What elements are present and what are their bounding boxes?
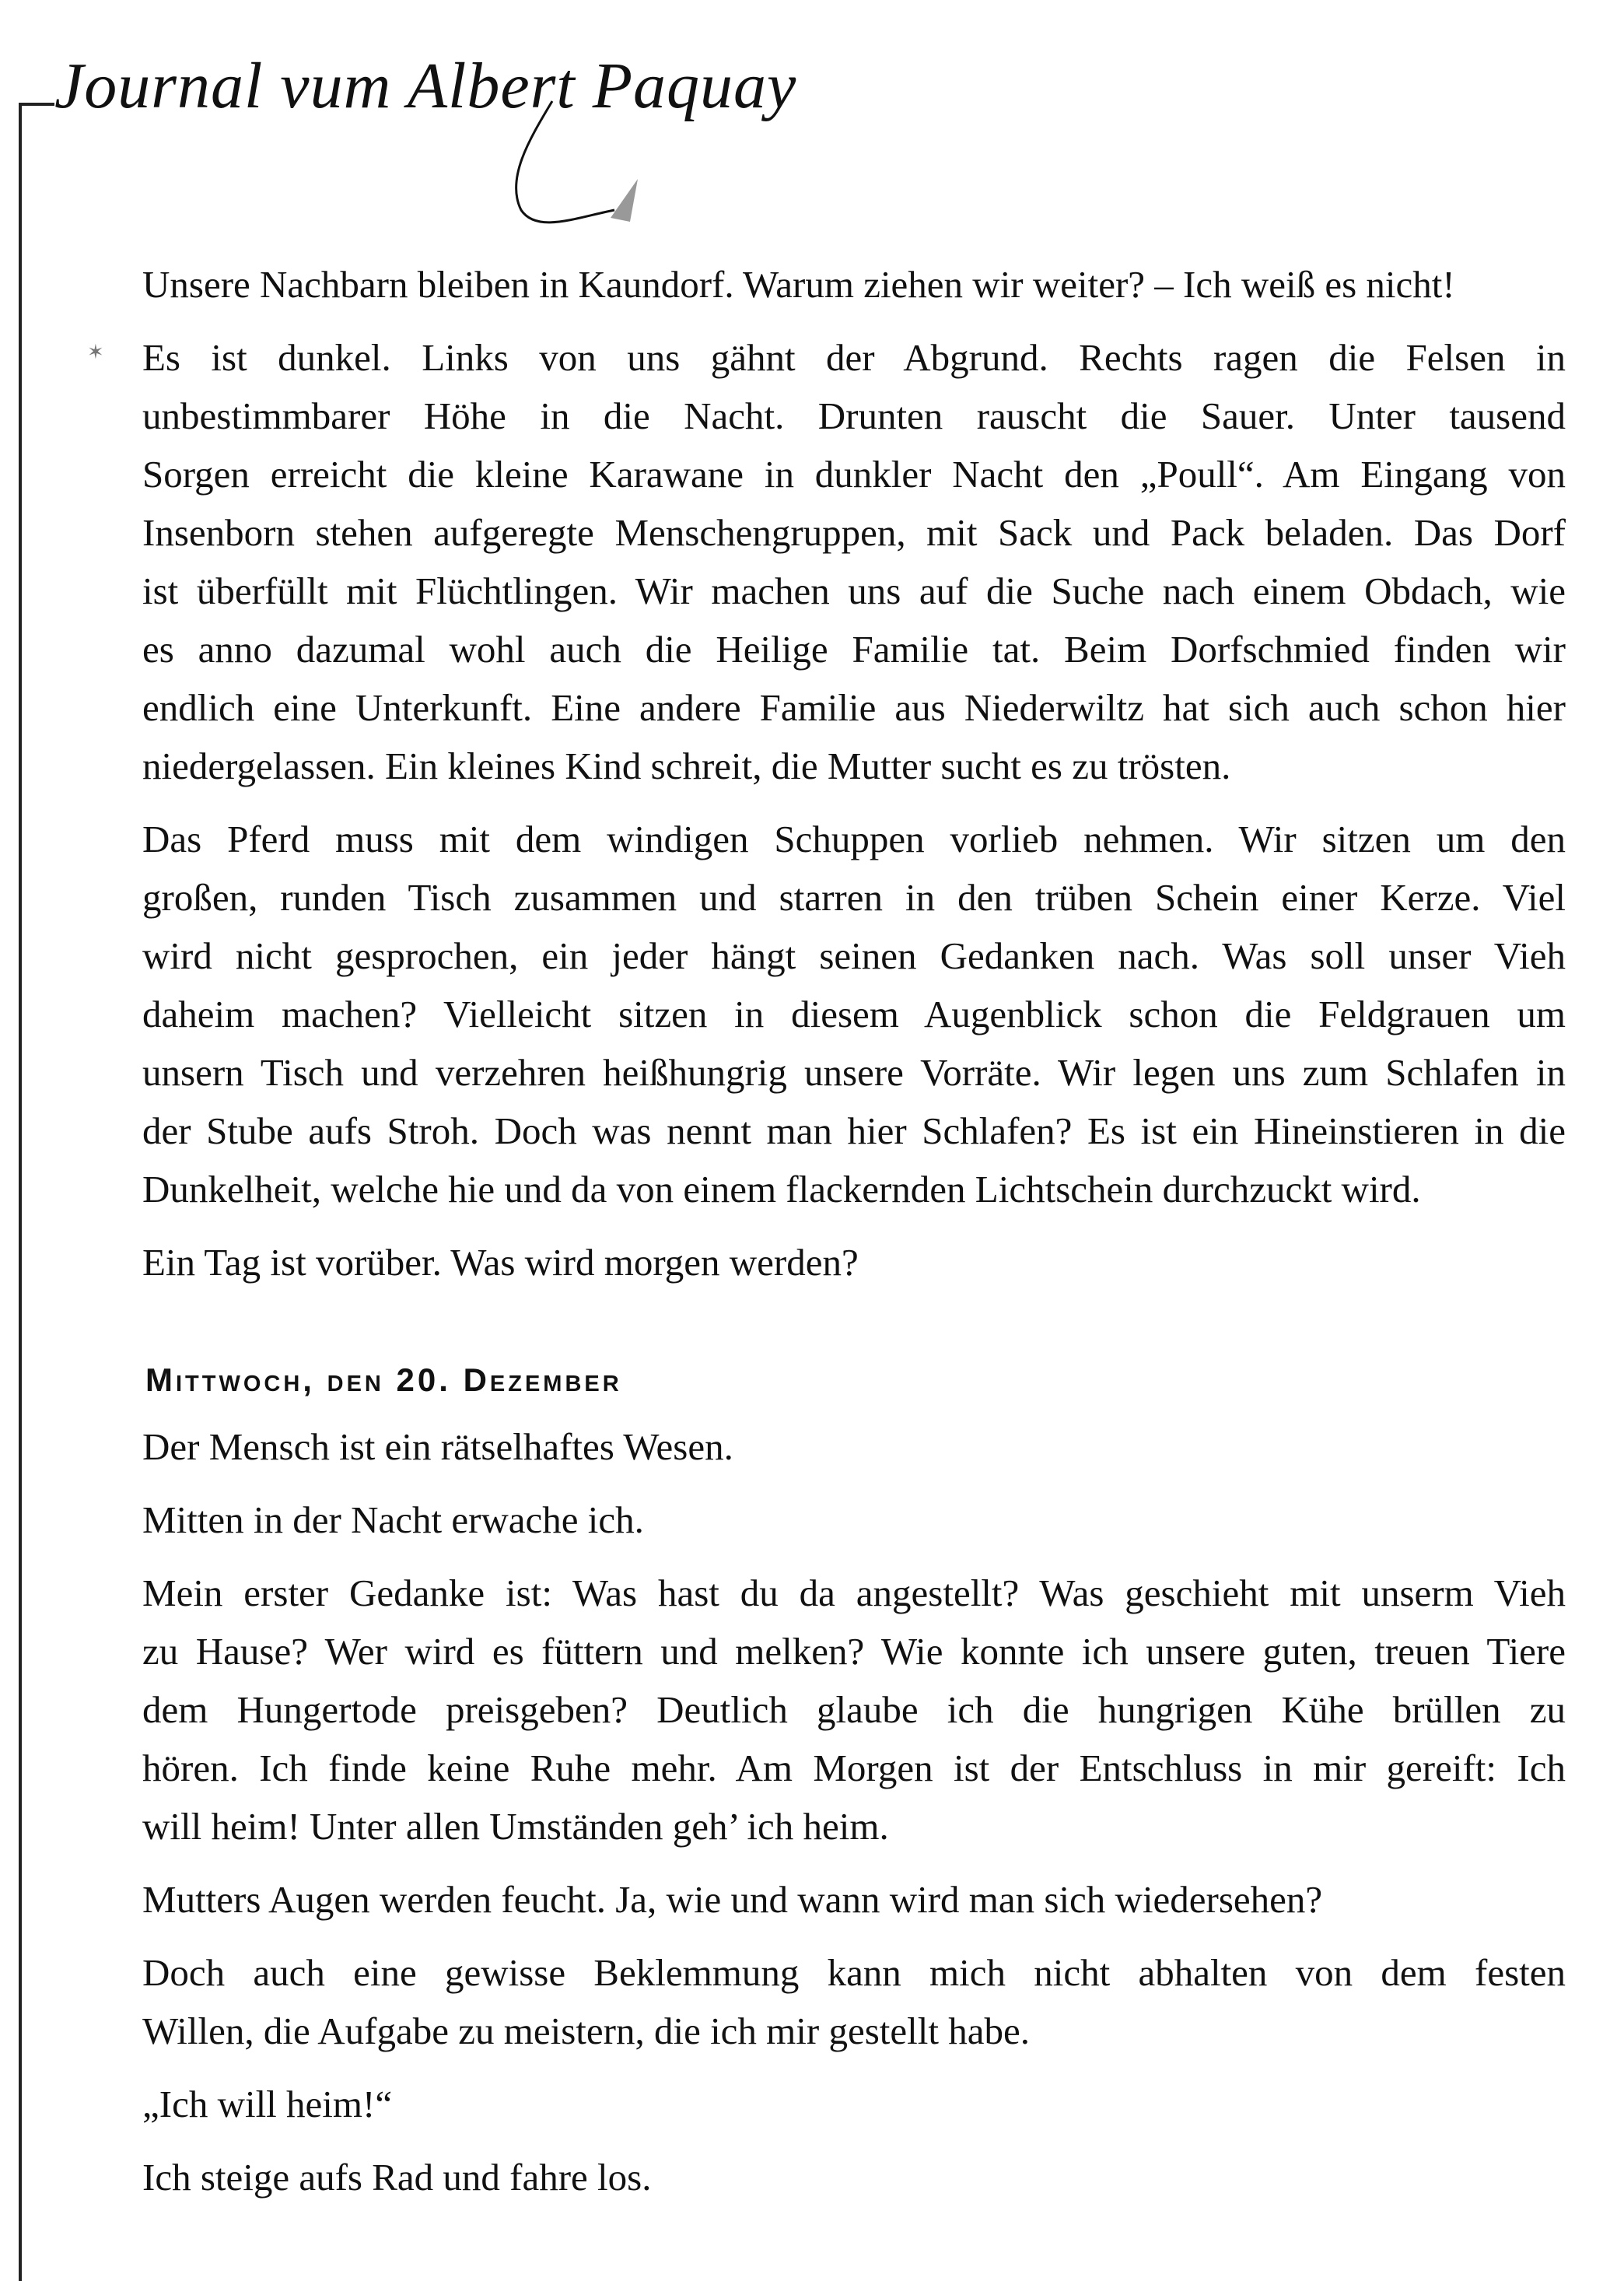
- page-bracket-top: [19, 103, 54, 106]
- flourish-icon: [436, 93, 669, 249]
- section-entry-1: [142, 255, 1566, 1291]
- text-line: Sorgen erreicht die kleine Karawane in dunkler Nacht den „Poull“. Am Eingang von: [142, 453, 1566, 496]
- paragraph: [142, 1491, 1566, 1549]
- text-line: Mitten in der Nacht erwache ich.: [142, 1498, 644, 1541]
- journal-body: [142, 255, 1566, 2221]
- page-bracket-line: [19, 103, 22, 2281]
- text-line: Es ist dunkel. Links von uns gähnt der Abgrund. Rechts ragen die Felsen in: [142, 336, 1566, 379]
- text-line: Unsere Nachbarn bleiben in Kaundorf. Warum ziehen wir weiter? – Ich weiß es nicht!: [142, 263, 1455, 306]
- paragraph: [142, 255, 1566, 314]
- paragraph: [142, 1417, 1566, 1476]
- text-line: ist überfüllt mit Flüchtlingen. Wir machen uns auf die Suche nach einem Obdach, wie: [142, 569, 1566, 612]
- text-line: Doch auch eine gewisse Beklemmung kann mich nicht abhalten von dem festen: [142, 1951, 1566, 1994]
- text-line: Ich steige aufs Rad und fahre los.: [142, 2156, 652, 2199]
- text-line: unbestimmbarer Höhe in die Nacht. Drunten rauscht die Sauer. Unter tausend: [142, 394, 1566, 437]
- text-line: Insenborn stehen aufgeregte Menschengruppen, mit Sack und Pack beladen. Das Dorf: [142, 511, 1566, 554]
- paragraph: [142, 2075, 1566, 2133]
- text-line: Der Mensch ist ein rätselhaftes Wesen.: [142, 1425, 733, 1468]
- text-line: unsern Tisch und verzehren heißhungrig unsere Vorräte. Wir legen uns zum Schlafen in: [142, 1051, 1566, 1094]
- text-line: Mein erster Gedanke ist: Was hast du da angestellt? Was geschieht mit unserm Vieh: [142, 1571, 1566, 1614]
- text-line: will heim! Unter allen Umständen geh’ ich heim.: [142, 1805, 889, 1848]
- text-line: niedergelassen. Ein kleines Kind schreit, die Mutter sucht es zu trösten.: [142, 745, 1231, 787]
- paragraph: [142, 1233, 1566, 1291]
- date-heading: Mittwoch, den 20. Dezember: [145, 1361, 622, 1398]
- text-line: Mutters Augen werden feucht. Ja, wie und wann wird man sich wiedersehen?: [142, 1878, 1323, 1921]
- text-line: Dunkelheit, welche hie und da von einem flackernden Lichtschein durchzuckt wird.: [142, 1168, 1421, 1211]
- text-line: der Stube aufs Stroh. Doch was nennt man hier Schlafen? Es ist ein Hineinstieren in die: [142, 1109, 1566, 1152]
- text-line: „Ich will heim!“: [142, 2083, 393, 2125]
- paragraph: [142, 1870, 1566, 1929]
- text-line: wird nicht gesprochen, ein jeder hängt seinen Gedanken nach. Was soll unser Vieh: [142, 934, 1566, 977]
- text-line: endlich eine Unterkunft. Eine andere Familie aus Niederwiltz hat sich auch schon hier: [142, 686, 1566, 729]
- paragraph: [142, 2148, 1566, 2206]
- text-line: es anno dazumal wohl auch die Heilige Familie tat. Beim Dorfschmied finden wir: [142, 628, 1566, 671]
- scan-speck: ✶: [87, 341, 104, 364]
- text-line: dem Hungertode preisgeben? Deutlich glaube ich die hungrigen Kühe brüllen zu: [142, 1688, 1566, 1731]
- text-line: Das Pferd muss mit dem windigen Schuppen vorlieb nehmen. Wir sitzen um den: [142, 818, 1566, 860]
- paragraph: [142, 1564, 1566, 1855]
- text-line: Willen, die Aufgabe zu meistern, die ich mir gestellt habe.: [142, 2009, 1030, 2052]
- paragraph: [142, 328, 1566, 795]
- paragraph: [142, 810, 1566, 1218]
- text-line: daheim machen? Vielleicht sitzen in diesem Augenblick schon die Feldgrauen um: [142, 993, 1566, 1035]
- text-line: großen, runden Tisch zusammen und starren in den trüben Schein einer Kerze. Viel: [142, 876, 1566, 919]
- paragraph: [142, 1943, 1566, 2060]
- journal-title: Journal vum Albert Paquay: [54, 50, 797, 122]
- text-line: Ein Tag ist vorüber. Was wird morgen werden?: [142, 1241, 859, 1284]
- text-line: zu Hause? Wer wird es füttern und melken? Wie konnte ich unsere guten, treuen Tiere: [142, 1630, 1566, 1673]
- text-line: hören. Ich finde keine Ruhe mehr. Am Morgen ist der Entschluss in mir gereift: Ich: [142, 1747, 1566, 1789]
- section-entry-2: [142, 1417, 1566, 2206]
